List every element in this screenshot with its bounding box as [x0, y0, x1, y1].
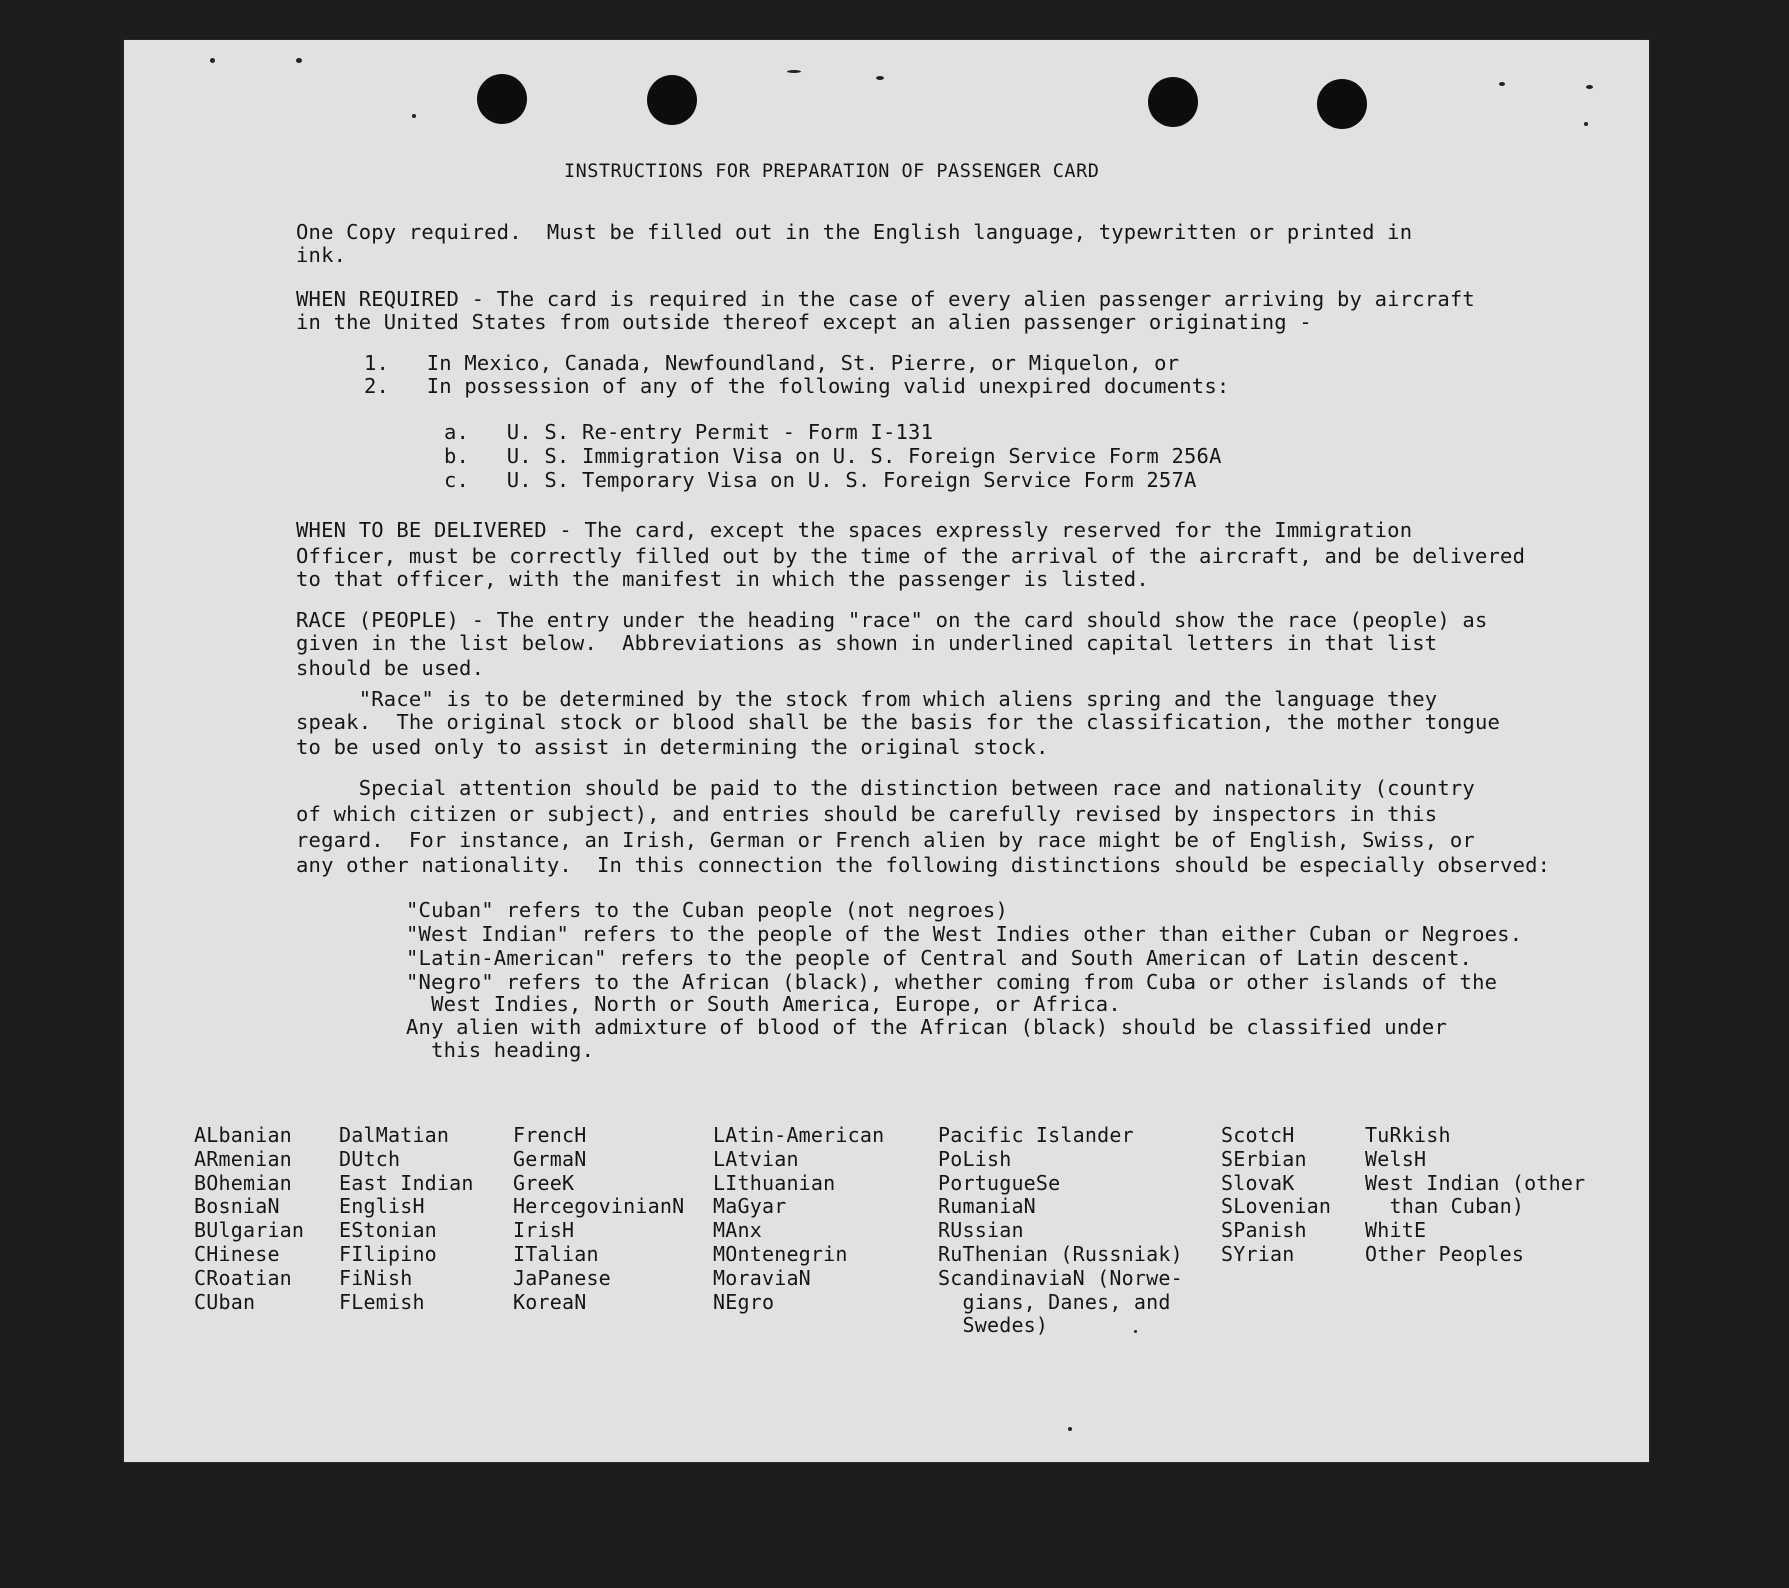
race-entry: EnglisH [339, 1194, 425, 1219]
race-entry: WhitE [1365, 1218, 1427, 1243]
race-list-column [713, 1124, 884, 1314]
race-entry: SlovaK [1221, 1170, 1295, 1195]
race-entry: HercegovinianN [513, 1194, 685, 1219]
race-entry: DalMatian [339, 1123, 450, 1147]
dust-speck [1134, 1330, 1137, 1333]
special-attention-line: any other nationality. In this connection the following distinctions should be especially observed: [296, 853, 1551, 877]
distinction-line: "Cuban" refers to the Cuban people (not negroes) [406, 898, 1009, 922]
distinction-line: "West Indian" refers to the people of the West Indies other than either Cuban or Negroes. [406, 922, 1523, 946]
document-subitem: c. U. S. Temporary Visa on U. S. Foreign Service Form 257A [444, 468, 1197, 492]
race-entry: CRoatian [194, 1265, 292, 1290]
requirement-item: 2. In possession of any of the following valid unexpired documents: [364, 374, 1230, 398]
race-entry: East Indian [339, 1170, 474, 1195]
race-list-column [513, 1124, 684, 1314]
race-entry: RumaniaN [938, 1194, 1036, 1219]
when-required-line: in the United States from outside thereof except an alien passenger originating - [296, 310, 1312, 334]
race-entry: TuRkish [1365, 1123, 1451, 1147]
race-entry: RUssian [938, 1218, 1024, 1243]
race-definition-line: to be used only to assist in determining the original stock. [296, 735, 1049, 759]
race-entry: CUban [194, 1289, 256, 1314]
race-entry: CHinese [194, 1241, 280, 1266]
race-entry: LAtin-American [713, 1123, 885, 1147]
race-entry: FrencH [513, 1123, 587, 1147]
race-instruction-line: should be used. [296, 656, 485, 680]
document-subitem: b. U. S. Immigration Visa on U. S. Foreign Service Form 256A [444, 444, 1222, 468]
race-entry: ScotcH [1221, 1123, 1295, 1147]
race-entry: FIlipino [339, 1241, 437, 1266]
distinction-line: West Indies, North or South America, Europe, or Africa. [406, 992, 1121, 1016]
document-sheet [124, 40, 1649, 1462]
distinction-line: "Latin-American" refers to the people of Central and South American of Latin descent. [406, 946, 1473, 970]
race-entry: Pacific Islander [938, 1123, 1134, 1147]
race-entry: SPanish [1221, 1218, 1307, 1243]
special-attention-line: regard. For instance, an Irish, German or French alien by race might be of English, Swiss, or [296, 828, 1475, 852]
dust-speck [1584, 122, 1588, 126]
race-list-column [938, 1124, 1183, 1338]
distinction-line: this heading. [406, 1038, 595, 1062]
intro-line: ink. [296, 243, 347, 267]
dust-speck [412, 114, 416, 118]
race-entry: LAtvian [713, 1146, 799, 1171]
race-instruction-line: given in the list below. Abbreviations as shown in underlined capital letters in that list [296, 631, 1438, 655]
race-entry: SLovenian [1221, 1194, 1332, 1219]
punch-hole [647, 75, 697, 125]
race-entry: FLemish [339, 1289, 425, 1314]
race-entry: ITalian [513, 1241, 599, 1266]
race-entry: EStonian [339, 1218, 437, 1243]
race-entry: SYrian [1221, 1241, 1295, 1266]
race-entry: than Cuban) [1365, 1194, 1525, 1219]
race-entry: LIthuanian [713, 1170, 836, 1195]
dust-speck [1499, 82, 1505, 86]
race-entry: MoraviaN [713, 1265, 811, 1290]
punch-hole [477, 74, 527, 124]
race-list-column [339, 1124, 474, 1314]
punch-hole [1317, 79, 1367, 129]
race-list-column [194, 1124, 304, 1314]
dust-speck [1586, 85, 1593, 89]
distinction-line: Any alien with admixture of blood of the African (black) should be classified under [406, 1015, 1447, 1039]
race-list-column [1221, 1124, 1331, 1267]
race-entry: gians, Danes, and [938, 1289, 1171, 1314]
race-entry: IrisH [513, 1218, 575, 1243]
race-list-column [1365, 1124, 1585, 1267]
page-title: INSTRUCTIONS FOR PREPARATION OF PASSENGER CARD [564, 161, 1100, 182]
dust-speck [210, 58, 215, 63]
race-entry: NEgro [713, 1289, 775, 1314]
race-entry: MOntenegrin [713, 1241, 848, 1266]
race-entry: WelsH [1365, 1146, 1427, 1171]
when-delivered-line: WHEN TO BE DELIVERED - The card, except the spaces expressly reserved for the Immigration [296, 518, 1413, 542]
race-entry: ScandinaviaN (Norwe- [938, 1265, 1183, 1290]
intro-line: One Copy required. Must be filled out in the English language, typewritten or printed in [296, 220, 1413, 244]
document-subitem: a. U. S. Re-entry Permit - Form I-131 [444, 420, 934, 444]
race-entry: ARmenian [194, 1146, 292, 1171]
race-entry: FiNish [339, 1265, 413, 1290]
dust-speck [296, 58, 302, 63]
punch-hole [1148, 77, 1198, 127]
race-entry: Swedes) [938, 1313, 1049, 1338]
race-entry: BOhemian [194, 1170, 292, 1195]
race-entry: GermaN [513, 1146, 587, 1171]
race-entry: BosniaN [194, 1194, 280, 1219]
race-entry: RuThenian (Russniak) [938, 1241, 1183, 1266]
dust-speck [1068, 1427, 1072, 1431]
when-delivered-line: to that officer, with the manifest in which the passenger is listed. [296, 567, 1149, 591]
race-instruction-line: RACE (PEOPLE) - The entry under the heading "race" on the card should show the race (people) as [296, 608, 1488, 632]
special-attention-line: Special attention should be paid to the distinction between race and nationality (country [296, 776, 1475, 800]
race-entry: Other Peoples [1365, 1241, 1525, 1266]
race-entry: KoreaN [513, 1289, 587, 1314]
dust-speck [787, 70, 801, 73]
race-entry: PortugueSe [938, 1170, 1061, 1195]
race-entry: West Indian (other [1365, 1170, 1586, 1195]
race-entry: MAnx [713, 1218, 762, 1243]
race-entry: BUlgarian [194, 1218, 305, 1243]
race-entry: PoLish [938, 1146, 1012, 1171]
special-attention-line: of which citizen or subject), and entries should be carefully revised by inspectors in this [296, 802, 1438, 826]
race-entry: SErbian [1221, 1146, 1307, 1171]
race-definition-line: speak. The original stock or blood shall be the basis for the classification, the mother tongue [296, 710, 1501, 734]
when-delivered-line: Officer, must be correctly filled out by the time of the arrival of the aircraft, and be delivered [296, 544, 1526, 568]
race-entry: GreeK [513, 1170, 575, 1195]
race-entry: DUtch [339, 1146, 401, 1171]
dust-speck [876, 76, 884, 80]
when-required-line: WHEN REQUIRED - The card is required in the case of every alien passenger arriving by aircraft [296, 287, 1475, 311]
distinction-line: "Negro" refers to the African (black), whether coming from Cuba or other islands of the [406, 970, 1498, 994]
race-entry: JaPanese [513, 1265, 611, 1290]
requirement-item: 1. In Mexico, Canada, Newfoundland, St. Pierre, or Miquelon, or [364, 351, 1180, 375]
race-entry: ALbanian [194, 1123, 292, 1147]
race-entry: MaGyar [713, 1194, 787, 1219]
race-definition-line: "Race" is to be determined by the stock from which aliens spring and the language they [296, 687, 1438, 711]
